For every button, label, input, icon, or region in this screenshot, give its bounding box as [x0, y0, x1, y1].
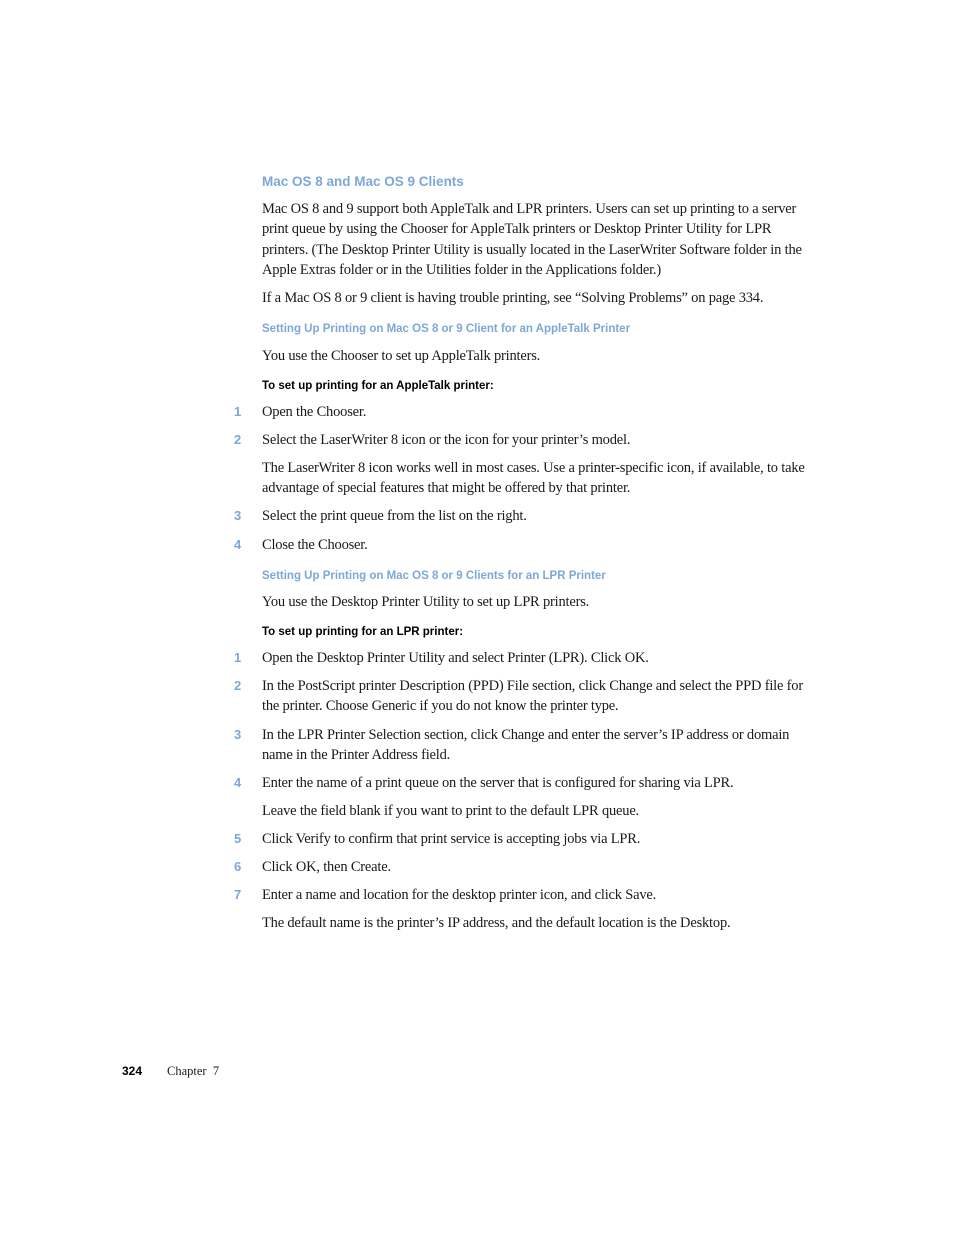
step-note: Leave the field blank if you want to print to the default LPR queue. — [262, 803, 639, 819]
step-note: The LaserWriter 8 icon works well in most cases. Use a printer-specific icon, if available, to take advantage of special features that might be offered by that printer. — [262, 460, 805, 497]
step-number: 6 — [234, 859, 242, 874]
intro-paragraph: Mac OS 8 and 9 support both AppleTalk and LPR printers. Users can set up printing to a server print queue by using the Chooser for AppleTalk printers or Desktop Printer Utility for LPR printers. (The Desktop Printer Utility is usually located in the LaserWriter Software folder in the Apple Extras folder or in the Utilities folder in the Applications folder.) — [262, 201, 802, 278]
step-number: 2 — [234, 432, 242, 447]
step-number: 4 — [234, 537, 242, 552]
step-number: 3 — [234, 508, 242, 523]
intro-paragraph: If a Mac OS 8 or 9 client is having trouble printing, see “Solving Problems” on page 334. — [262, 290, 764, 306]
step-text: In the PostScript printer Description (PPD) File section, click Change and select the PPD file for the printer. Choose Generic if you do not know the printer type. — [262, 678, 803, 715]
section-heading: Mac OS 8 and Mac OS 9 Clients — [262, 174, 464, 189]
appletalk-subheading: Setting Up Printing on Mac OS 8 or 9 Client for an AppleTalk Printer — [262, 323, 631, 335]
step-number: 2 — [234, 678, 242, 693]
step-number: 7 — [234, 887, 242, 902]
appletalk-intro: You use the Chooser to set up AppleTalk printers. — [262, 348, 541, 364]
step-text: Enter the name of a print queue on the server that is configured for sharing via LPR. — [262, 775, 734, 791]
step-note: The default name is the printer’s IP address, and the default location is the Desktop. — [262, 915, 731, 931]
step-text: Open the Chooser. — [262, 404, 367, 420]
step-text: In the LPR Printer Selection section, click Change and enter the server’s IP address or domain name in the Printer Address field. — [262, 727, 790, 764]
lpr-procedure-title: To set up printing for an LPR printer: — [262, 626, 464, 638]
lpr-intro: You use the Desktop Printer Utility to set up LPR printers. — [262, 594, 590, 610]
step-number: 5 — [234, 831, 242, 846]
step-number: 1 — [234, 650, 242, 665]
step-text: Select the LaserWriter 8 icon or the icon for your printer’s model. — [262, 432, 631, 448]
step-text: Click Verify to confirm that print service is accepting jobs via LPR. — [262, 831, 641, 847]
page-number: 324 — [122, 1064, 143, 1078]
appletalk-procedure-title: To set up printing for an AppleTalk printer: — [262, 380, 494, 392]
step-text: Click OK, then Create. — [262, 859, 391, 875]
step-text: Enter a name and location for the desktop printer icon, and click Save. — [262, 887, 657, 903]
step-text: Select the print queue from the list on the right. — [262, 508, 527, 524]
step-number: 1 — [234, 404, 242, 419]
step-number: 3 — [234, 727, 242, 742]
step-number: 4 — [234, 775, 242, 790]
chapter-label: Chapter 7 — [167, 1064, 220, 1078]
step-text: Close the Chooser. — [262, 537, 368, 553]
step-text: Open the Desktop Printer Utility and select Printer (LPR). Click OK. — [262, 650, 649, 666]
lpr-subheading: Setting Up Printing on Mac OS 8 or 9 Clients for an LPR Printer — [262, 570, 606, 582]
